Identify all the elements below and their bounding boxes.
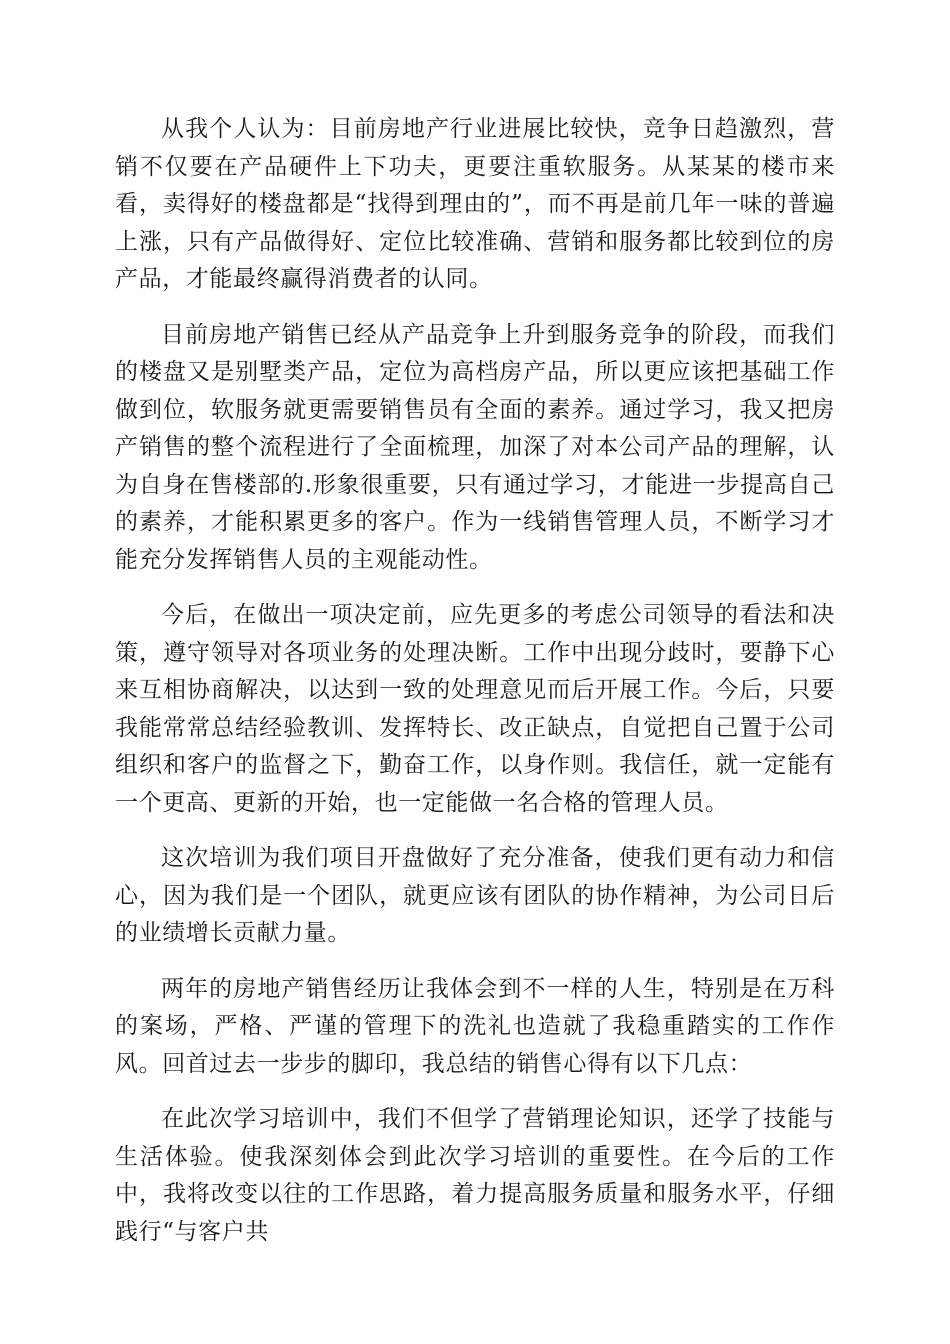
paragraph-5: 两年的房地产销售经历让我体会到不一样的人生，特别是在万科的案场，严格、严谨的管理下的洗礼也造就了我稳重踏实的工作作风。回首过去一步步的脚印，我总结的销售心得有以下几点： — [115, 975, 835, 1077]
paragraph-2: 目前房地产销售已经从产品竞争上升到服务竞争的阶段，而我们的楼盘又是别墅类产品，定位为高档房产品，所以更应该把基础工作做到位，软服务就更需要销售员有全面的素养。通过学习，我又把房产销售的整个流程进行了全面梳理，加深了对本公司产品的理解，认为自身在售楼部的.形象很重要，只有通过学习，才能进一步提高自己的素养，才能积累更多的客户。作为一线销售管理人员，不断学习才能充分发挥销售人员的主观能动性。 — [115, 321, 835, 573]
paragraph-6: 在此次学习培训中，我们不但学了营销理论知识，还学了技能与生活体验。使我深刻体会到此次学习培训的重要性。在今后的工作中，我将改变以往的工作思路，着力提高服务质量和服务水平，仔细践行“与客户共 — [115, 1106, 835, 1245]
paragraph-4: 这次培训为我们项目开盘做好了充分准备，使我们更有动力和信心，因为我们是一个团队，就更应该有团队的协作精神，为公司日后的业绩增长贡献力量。 — [115, 845, 835, 946]
document-body — [115, 111, 835, 1269]
paragraph-1: 从我个人认为：目前房地产行业进展比较快，竞争日趋激烈，营销不仅要在产品硬件上下功夫，更要注重软服务。从某某的楼市来看，卖得好的楼盘都是“找得到理由的”，而不再是前几年一味的普遍上涨，只有产品做得好、定位比较准确、营销和服务都比较到位的房产品，才能最终赢得消费者的认同。 — [115, 116, 835, 292]
paragraph-3: 今后，在做出一项决定前，应先更多的考虑公司领导的看法和决策，遵守领导对各项业务的处理决断。工作中出现分歧时，要静下心来互相协商解决，以达到一致的处理意见而后开展工作。今后，只要我能常常总结经验教训、发挥特长、改正缺点，自觉把自己置于公司组织和客户的监督之下，勤奋工作，以身作则。我信任，就一定能有一个更高、更新的开始，也一定能做一名合格的管理人员。 — [115, 602, 835, 816]
